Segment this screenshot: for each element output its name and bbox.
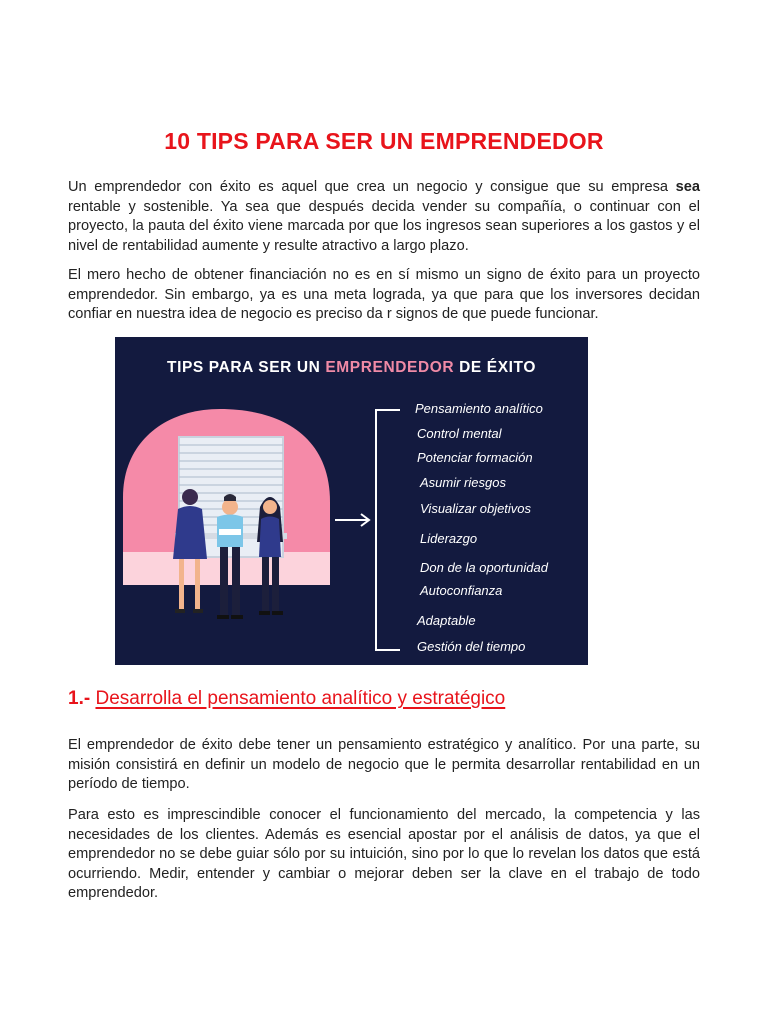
tip-item: Gestión del tiempo: [417, 639, 526, 654]
page-title: 10 TIPS PARA SER UN EMPRENDEDOR: [164, 128, 604, 154]
tip-item: Don de la oportunidad: [420, 560, 548, 575]
intro-text-start: Un emprendedor con éxito es aquel que crea un negocio y consigue que su empresa: [68, 179, 676, 195]
section-paragraph-1: El emprendedor de éxito debe tener un pensamiento estratégico y analítico. Por una parte, su misión consistirá en definir un modelo de negocio que le permita desarrollar rentabilidad en un período de tiempo.: [68, 737, 700, 792]
section-number: 1.-: [68, 688, 91, 709]
woman-right-figure: [257, 497, 283, 615]
tips-infographic: [115, 337, 588, 665]
infographic-title-end: DE ÉXITO: [454, 359, 536, 376]
section-paragraph-2: Para esto es imprescindible conocer el funcionamiento del mercado, la competencia y las necesidades de los clientes. Además es esencial apostar por el análisis de datos, ya que el emprendedor no se debe guiar sólo por su intuición, sino por lo que lo revelan los datos que está ocurriendo. Medir, entender y cambiar o mejorar deben ser la clave en el trabajo de todo emprendedor.: [68, 807, 700, 901]
section-heading: [68, 688, 505, 710]
infographic-title-accent: EMPRENDEDOR: [325, 359, 455, 376]
arrow-icon: [335, 514, 369, 526]
intro-text-end: rentable y sostenible. Ya sea que después decida vender su compañía, o continuar con el proyecto, la pauta del éxito viene marcada por que los ingresos sean superiores a los gastos y el nivel de rentabilidad aumente y resulte atractivo a largo plazo.: [68, 198, 700, 254]
tip-item: Pensamiento analítico: [415, 401, 543, 416]
intro-bold-word: sea: [675, 179, 700, 195]
intro-paragraph-1: [68, 178, 700, 256]
tip-item: Autoconfianza: [420, 583, 503, 598]
tip-item: Potenciar formación: [417, 450, 533, 465]
infographic-title-start: TIPS PARA SER UN: [167, 359, 326, 376]
section-heading-link[interactable]: Desarrolla el pensamiento analítico y estratégico: [95, 688, 506, 709]
tip-item: Liderazgo: [420, 531, 478, 546]
tip-item: Adaptable: [417, 613, 476, 628]
tip-item: Asumir riesgos: [420, 475, 506, 490]
tip-item: Control mental: [417, 426, 502, 441]
bracket-shape: [376, 410, 400, 650]
intro-paragraph-2: El mero hecho de obtener financiación no es en sí mismo un signo de éxito para un proyecto emprendedor. Sin embargo, ya es una meta lograda, ya que para que los inversores decidan confiar en nuestra idea de negocio es preciso da r signos de que puede funcionar.: [68, 267, 700, 322]
tip-item: Visualizar objetivos: [420, 501, 532, 516]
